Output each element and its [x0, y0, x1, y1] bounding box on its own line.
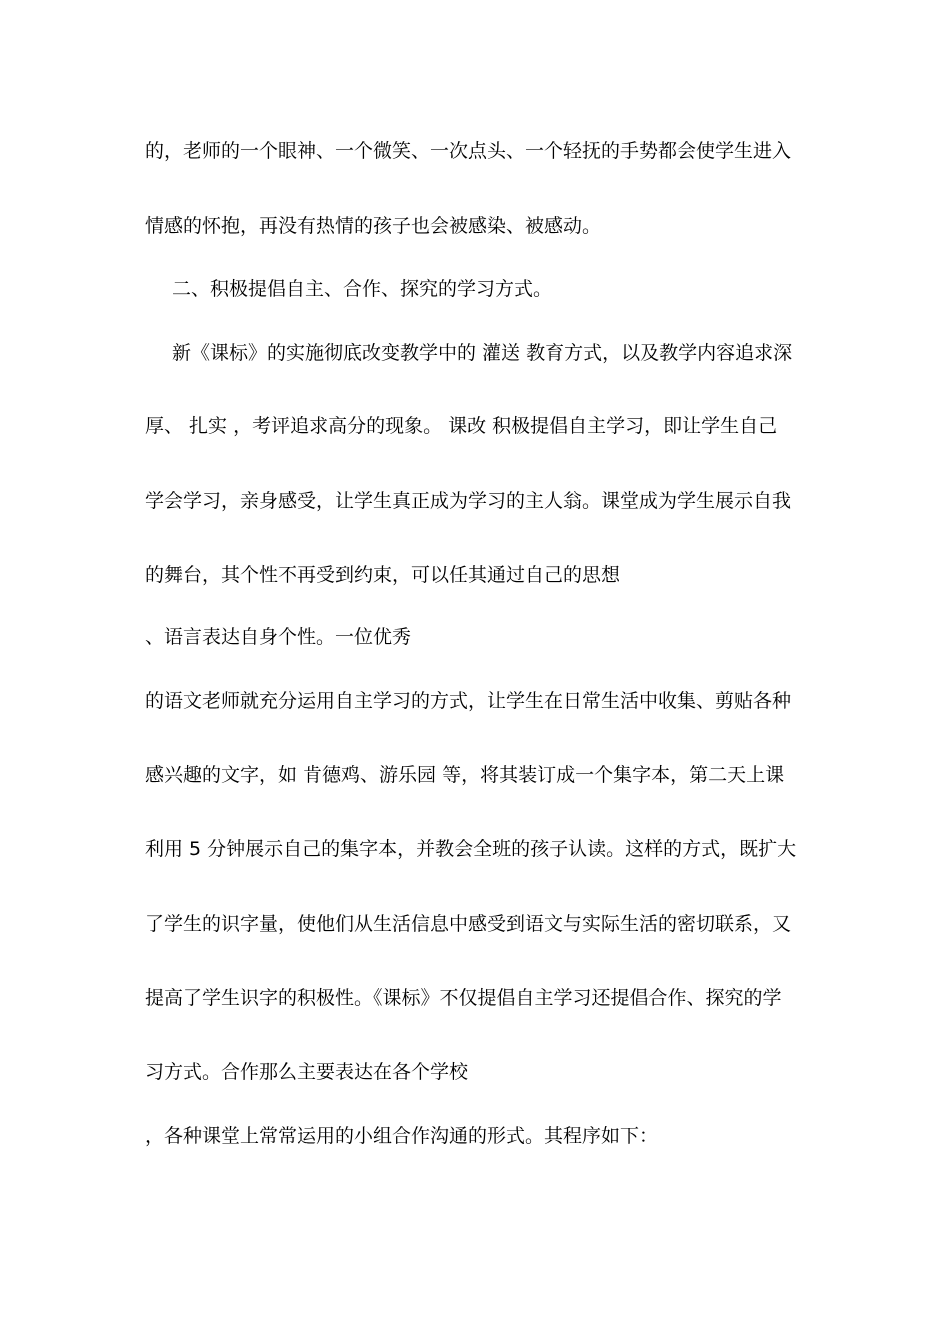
text-line-8: 、语言表达自身个性。一位优秀: [145, 626, 412, 648]
text-line-2: 情感的怀抱，再没有热情的孩子也会被感染、被感动。: [145, 215, 602, 237]
text-line-14: 习方式。合作那么主要表达在各个学校: [145, 1061, 469, 1083]
text-line-6: 学会学习，亲身感受，让学生真正成为学习的主人翁。课堂成为学生展示自我: [145, 490, 792, 512]
text-line-4: 新《课标》的实施彻底改变教学中的 灌送 教育方式，以及教学内容追求深: [172, 342, 793, 364]
text-line-7: 的舞台，其个性不再受到约束，可以任其通过自己的思想: [145, 564, 621, 586]
text-line-13: 提高了学生识字的积极性。《课标》不仅提倡自主学习还提倡合作、探究的学: [145, 987, 782, 1009]
text-line-11: 利用 5 分钟展示自己的集字本，并教会全班的孩子认读。这样的方式，既扩大: [145, 838, 797, 860]
text-line-5: 厚、 扎实 ，考评追求高分的现象。 课改 积极提倡自主学习，即让学生自己: [145, 415, 778, 437]
text-line-1: 的，老师的一个眼神、一个微笑、一次点头、一个轻抚的手势都会使学生进入: [145, 140, 792, 162]
text-line-12: 了学生的识字量，使他们从生活信息中感受到语文与实际生活的密切联系，又: [145, 913, 792, 935]
text-line-10: 感兴趣的文字，如 肯德鸡、游乐园 等，将其装订成一个集字本，第二天上课: [145, 764, 785, 786]
section-heading: 二、积极提倡自主、合作、探究的学习方式。: [172, 278, 553, 300]
text-line-15: ，各种课堂上常常运用的小组合作沟通的形式。其程序如下：: [145, 1125, 659, 1147]
text-line-9: 的语文老师就充分运用自主学习的方式，让学生在日常生活中收集、剪贴各种: [145, 690, 792, 712]
